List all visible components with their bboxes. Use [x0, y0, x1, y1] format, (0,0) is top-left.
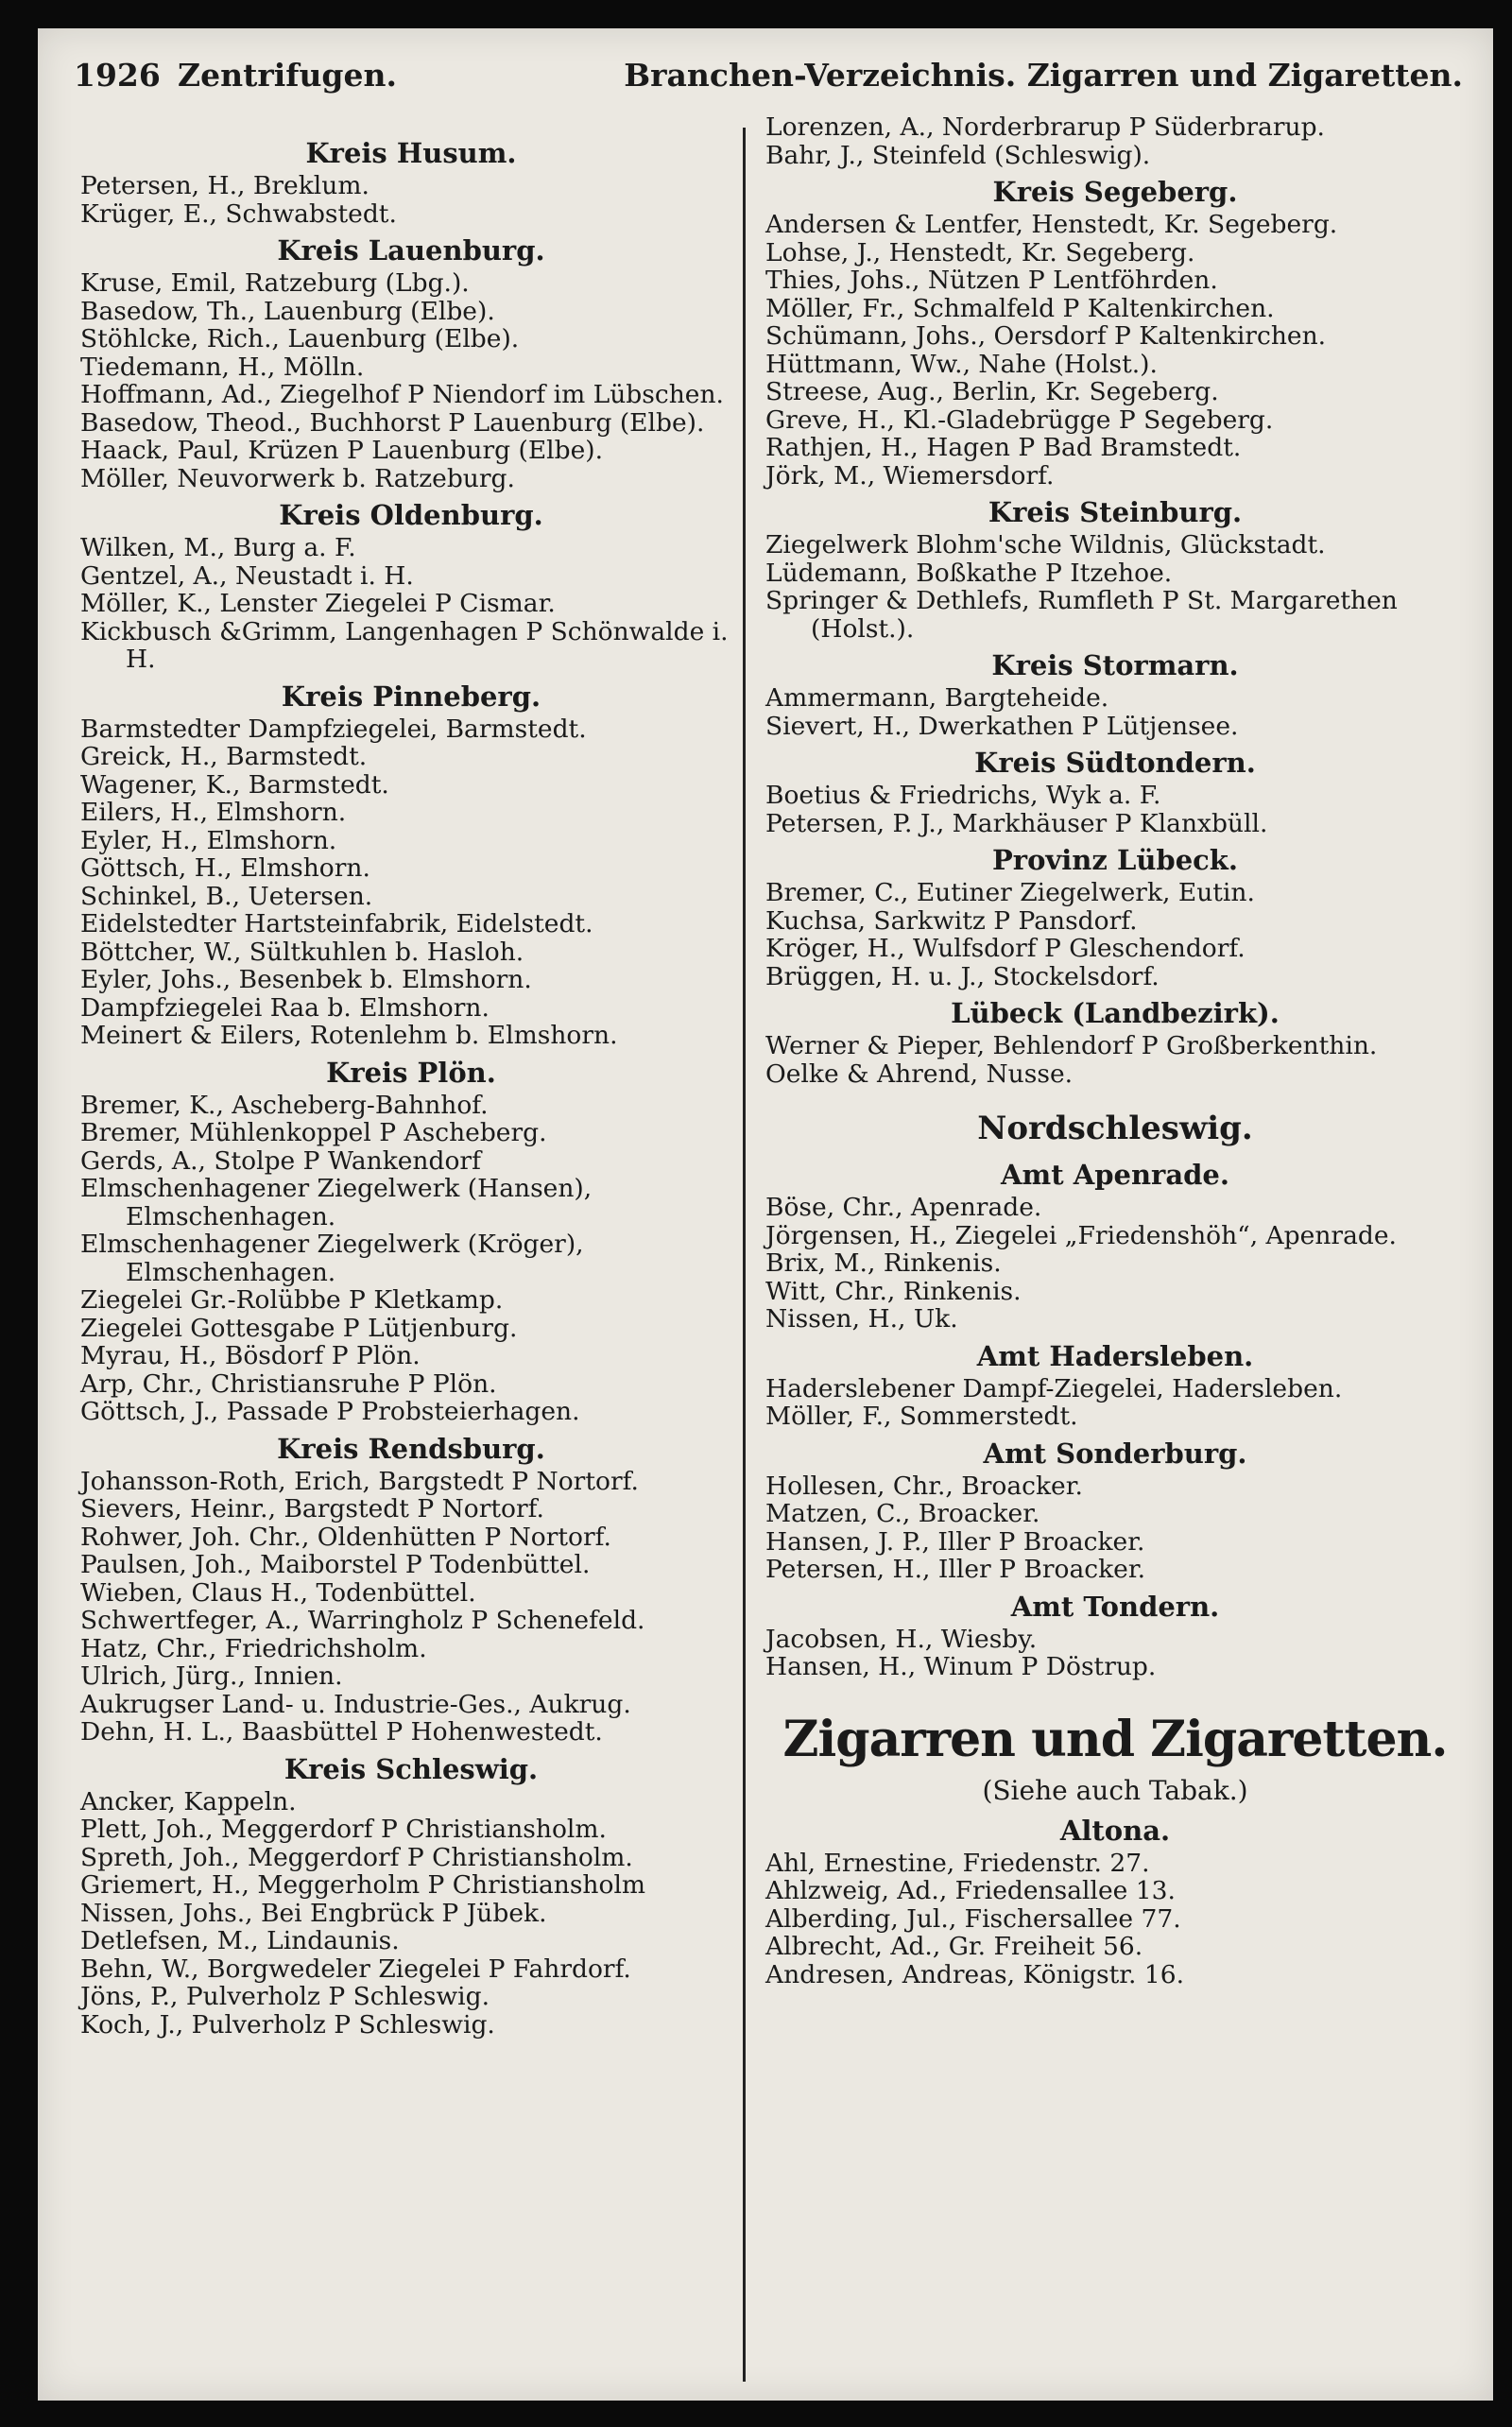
directory-entry: Basedow, Th., Lauenburg (Elbe). [80, 296, 495, 326]
directory-entry: Kickbusch &Grimm, Langenhagen P Schönwalde i. H. [80, 616, 729, 674]
zigarren-subtitle: (Siehe auch Tabak.) [982, 1774, 1248, 1806]
directory-entry: Kuchsa, Sarkwitz P Pansdorf. [765, 905, 1138, 936]
directory-entry: Tiedemann, H., Mölln. [80, 352, 365, 382]
directory-entry: Albrecht, Ad., Gr. Freiheit 56. [765, 1932, 1143, 1961]
directory-entry: Elmschenhagener Ziegelwerk (Hansen), Elmschenhagen. [80, 1174, 593, 1231]
directory-entry: Hollesen, Chr., Broacker. [765, 1471, 1083, 1501]
directory-entry: Ammermann, Bargteheide. [765, 683, 1109, 713]
right-column [765, 113, 1465, 1988]
directory-entry: Sievers, Heinr., Bargstedt P Nortorf. [80, 1494, 544, 1523]
directory-section [765, 841, 1465, 990]
directory-entry: Ahl, Ernestine, Friedenstr. 27. [765, 1848, 1150, 1878]
section-title: Kreis Steinburg. [988, 496, 1243, 528]
directory-page [38, 28, 1493, 2401]
directory-entry: Alberding, Jul., Fischersallee 77. [765, 1903, 1181, 1934]
directory-section [765, 646, 1465, 740]
directory-entry: Oelke & Ahrend, Nusse. [765, 1059, 1074, 1089]
directory-entry: Möller, F., Sommerstedt. [765, 1402, 1078, 1431]
directory-entry: Springer & Dethlefs, Rumfleth P St. Margarethen (Holst.). [765, 586, 1398, 644]
directory-entry: Brix, M., Rinkenis. [765, 1248, 1002, 1278]
page-header [74, 57, 1463, 104]
directory-entry: Jörk, M., Wiemersdorf. [765, 460, 1055, 491]
directory-entry: Sievert, H., Dwerkathen P Lütjensee. [765, 711, 1239, 741]
directory-entry: Gerds, A., Stolpe P Wankendorf [80, 1145, 481, 1176]
column-divider [743, 128, 746, 2382]
directory-section [80, 134, 742, 228]
section-title: Kreis Husum. [305, 137, 517, 169]
altona-title: Altona. [1059, 1814, 1171, 1847]
directory-entry: Behn, W., Borgwedeler Ziegelei P Fahrdorf. [80, 1954, 631, 1984]
directory-entry: Krüger, E., Schwabstedt. [80, 198, 397, 229]
directory-entry: Wilken, M., Burg a. F. [80, 533, 356, 562]
directory-entry: Dampfziegelei Raa b. Elmshorn. [80, 992, 490, 1023]
section-title: Amt Sonderburg. [983, 1437, 1247, 1470]
directory-entry: Detlefsen, M., Lindaunis. [80, 1926, 400, 1955]
zigarren-section [765, 1706, 1465, 1989]
section-title: Kreis Stormarn. [991, 649, 1239, 681]
section-title: Amt Hadersleben. [976, 1339, 1254, 1372]
directory-section [765, 1337, 1465, 1431]
section-title: Kreis Südtondern. [974, 747, 1256, 779]
directory-entry: Petersen, H., Breklum. [80, 171, 369, 200]
directory-entry: Spreth, Joh., Meggerdorf P Christiansholm. [80, 1842, 633, 1872]
directory-entry: Bremer, C., Eutiner Ziegelwerk, Eutin. [765, 878, 1255, 907]
directory-entry: Kröger, H., Wulfsdorf P Gleschendorf. [765, 934, 1246, 963]
directory-entry: Schinkel, B., Uetersen. [80, 881, 373, 911]
directory-entry: Eilers, H., Elmshorn. [80, 798, 347, 827]
section-title: Kreis Schleswig. [284, 1752, 539, 1785]
directory-entry: Paulsen, Joh., Maiborstel P Todenbüttel. [80, 1550, 591, 1579]
directory-section [765, 173, 1465, 490]
directory-entry: Möller, Neuvorwerk b. Ratzeburg. [80, 463, 515, 493]
directory-entry: Lohse, J., Henstedt, Kr. Segeberg. [765, 237, 1195, 267]
directory-entry: Johansson-Roth, Erich, Bargstedt P Nortorf. [80, 1466, 639, 1496]
directory-section [80, 1750, 742, 2040]
directory-entry: Jacobsen, H., Wiesby. [765, 1624, 1038, 1654]
directory-entry: Kruse, Emil, Ratzeburg (Lbg.). [80, 268, 470, 298]
directory-entry: Rohwer, Joh. Chr., Oldenhütten P Nortorf. [80, 1522, 611, 1552]
directory-entry: Wagener, K., Barmstedt. [80, 769, 389, 800]
right-sections [765, 173, 1465, 1681]
directory-entry: Gentzel, A., Neustadt i. H. [80, 560, 414, 591]
directory-entry: Plett, Joh., Meggerdorf P Christiansholm. [80, 1815, 607, 1844]
directory-section [765, 1435, 1465, 1584]
directory-entry: Böse, Chr., Apenrade. [765, 1193, 1042, 1222]
section-title: Kreis Plön. [326, 1056, 496, 1089]
directory-section [80, 232, 742, 492]
header-left-title: Zentrifugen. [178, 57, 397, 94]
directory-entry: Göttsch, J., Passade P Probsteierhagen. [80, 1397, 580, 1426]
directory-entry: Andresen, Andreas, Königstr. 16. [765, 1959, 1185, 1989]
directory-entry: Elmschenhagener Ziegelwerk (Kröger), Elmschenhagen. [80, 1230, 584, 1287]
directory-entry: Aukrugser Land- u. Industrie-Ges., Aukrug. [80, 1689, 631, 1719]
continued-entries [765, 113, 1465, 169]
directory-entry: Eyler, H., Elmshorn. [80, 825, 337, 855]
directory-entry: Jöns, P., Pulverholz P Schleswig. [80, 1982, 490, 2011]
directory-entry: Arp, Chr., Christiansruhe P Plön. [80, 1368, 497, 1399]
directory-entry: Witt, Chr., Rinkenis. [765, 1276, 1022, 1306]
page-number: 1926 [74, 57, 161, 94]
directory-entry: Hüttmann, Ww., Nahe (Holst.). [765, 349, 1158, 379]
directory-section [80, 496, 742, 674]
directory-entry: Bremer, K., Ascheberg-Bahnhof. [80, 1090, 489, 1120]
directory-entry: Streese, Aug., Berlin, Kr. Segeberg. [765, 377, 1219, 406]
directory-entry: Thies, Johs., Nützen P Lentföhrden. [765, 266, 1218, 295]
section-title: Lübeck (Landbezirk). [951, 997, 1280, 1029]
left-column [80, 130, 742, 2039]
directory-entry: Eidelstedter Hartsteinfabrik, Eidelstedt. [80, 909, 593, 938]
directory-entry: Lüdemann, Boßkathe P Itzehoe. [765, 558, 1173, 588]
directory-entry: Möller, Fr., Schmalfeld P Kaltenkirchen. [765, 293, 1275, 323]
directory-entry: Ziegelei Gr.-Rolübbe P Kletkamp. [80, 1285, 504, 1315]
zigarren-entries [765, 1850, 1465, 1989]
directory-entry: Hansen, H., Winum P Döstrup. [765, 1652, 1157, 1681]
directory-entry: Nissen, Johs., Bei Engbrück P Jübek. [80, 1898, 547, 1928]
directory-section [80, 1430, 742, 1747]
directory-entry: Greick, H., Barmstedt. [80, 742, 368, 771]
directory-entry: Dehn, H. L., Baasbüttel P Hohenwestedt. [80, 1717, 603, 1747]
directory-entry: Haack, Paul, Krüzen P Lauenburg (Elbe). [80, 436, 604, 465]
directory-entry: Möller, K., Lenster Ziegelei P Cismar. [80, 589, 556, 618]
directory-entry: Lorenzen, A., Norderbrarup P Süderbrarup. [765, 112, 1325, 142]
directory-section [80, 1054, 742, 1426]
section-title: Provinz Lübeck. [992, 844, 1238, 876]
directory-entry: Rathjen, H., Hagen P Bad Bramstedt. [765, 433, 1242, 462]
directory-entry: Matzen, C., Broacker. [765, 1499, 1040, 1528]
zigarren-title: Zigarren und Zigaretten. [782, 1710, 1448, 1768]
directory-entry: Bremer, Mühlenkoppel P Ascheberg. [80, 1118, 547, 1147]
directory-entry: Boetius & Friedrichs, Wyk a. F. [765, 781, 1161, 810]
directory-entry: Stöhlcke, Rich., Lauenburg (Elbe). [80, 324, 520, 353]
directory-section [765, 493, 1465, 643]
section-title: Kreis Rendsburg. [277, 1432, 545, 1465]
directory-entry: Böttcher, W., Sültkuhlen b. Hasloh. [80, 937, 524, 967]
directory-entry: Brüggen, H. u. J., Stockelsdorf. [765, 961, 1160, 991]
directory-entry: Eyler, Johs., Besenbek b. Elmshorn. [80, 965, 532, 994]
directory-entry: Andersen & Lentfer, Henstedt, Kr. Segeberg. [765, 210, 1338, 239]
section-title: Kreis Pinneberg. [281, 680, 541, 713]
header-right-title: Branchen-Verzeichnis. Zigarren und Zigaretten. [624, 57, 1463, 94]
directory-entry: Ziegelei Gottesgabe P Lütjenburg. [80, 1313, 518, 1343]
section-title: Amt Apenrade. [1001, 1159, 1229, 1191]
directory-entry: Meinert & Eilers, Rotenlehm b. Elmshorn. [80, 1021, 618, 1050]
directory-entry: Greve, H., Kl.-Gladebrügge P Segeberg. [765, 404, 1274, 435]
directory-entry: Petersen, H., Iller P Broacker. [765, 1555, 1146, 1584]
directory-section [765, 1588, 1465, 1681]
section-title: Kreis Segeberg. [992, 176, 1238, 208]
directory-entry: Ulrich, Jürg., Innien. [80, 1661, 343, 1691]
directory-entry: Göttsch, H., Elmshorn. [80, 853, 370, 883]
directory-entry: Bahr, J., Steinfeld (Schleswig). [765, 140, 1151, 170]
section-title: Kreis Lauenburg. [277, 234, 545, 267]
directory-entry: Werner & Pieper, Behlendorf P Großberkenthin. [765, 1031, 1378, 1060]
directory-entry: Hoffmann, Ad., Ziegelhof P Niendorf im Lübschen. [80, 380, 724, 409]
section-title: Nordschleswig. [977, 1110, 1253, 1147]
directory-entry: Griemert, H., Meggerholm P Christiansholm [80, 1870, 646, 1900]
directory-entry: Hansen, J. P., Iller P Broacker. [765, 1526, 1145, 1557]
directory-entry: Ancker, Kappeln. [80, 1786, 297, 1816]
directory-entry: Schümann, Johs., Oersdorf P Kaltenkirchen. [765, 321, 1327, 351]
section-title: Amt Tondern. [1010, 1590, 1220, 1623]
directory-entry: Schwertfeger, A., Warringholz P Schenefeld. [80, 1606, 645, 1635]
directory-entry: Basedow, Theod., Buchhorst P Lauenburg (Elbe). [80, 407, 705, 438]
directory-entry: Haderslebener Dampf-Ziegelei, Hadersleben. [765, 1373, 1343, 1403]
directory-section [765, 1156, 1465, 1334]
directory-entry: Wieben, Claus H., Todenbüttel. [80, 1577, 476, 1608]
directory-entry: Myrau, H., Bösdorf P Plön. [80, 1341, 421, 1370]
directory-entry: Ziegelwerk Blohm'sche Wildnis, Glückstadt. [765, 530, 1326, 559]
directory-section [80, 678, 742, 1050]
directory-section [765, 1105, 1465, 1152]
directory-entry: Koch, J., Pulverholz P Schleswig. [80, 2009, 495, 2040]
directory-entry: Barmstedter Dampfziegelei, Barmstedt. [80, 714, 587, 744]
directory-section [765, 744, 1465, 837]
directory-entry: Petersen, P. J., Markhäuser P Klanxbüll. [765, 808, 1268, 838]
directory-entry: Hatz, Chr., Friedrichsholm. [80, 1633, 427, 1663]
section-title: Kreis Oldenburg. [279, 499, 543, 531]
directory-section [765, 994, 1465, 1088]
directory-entry: Jörgensen, H., Ziegelei „Friedenshöh“, Apenrade. [765, 1220, 1397, 1250]
directory-entry: Nissen, H., Uk. [765, 1304, 958, 1334]
directory-entry: Ahlzweig, Ad., Friedensallee 13. [765, 1876, 1176, 1905]
